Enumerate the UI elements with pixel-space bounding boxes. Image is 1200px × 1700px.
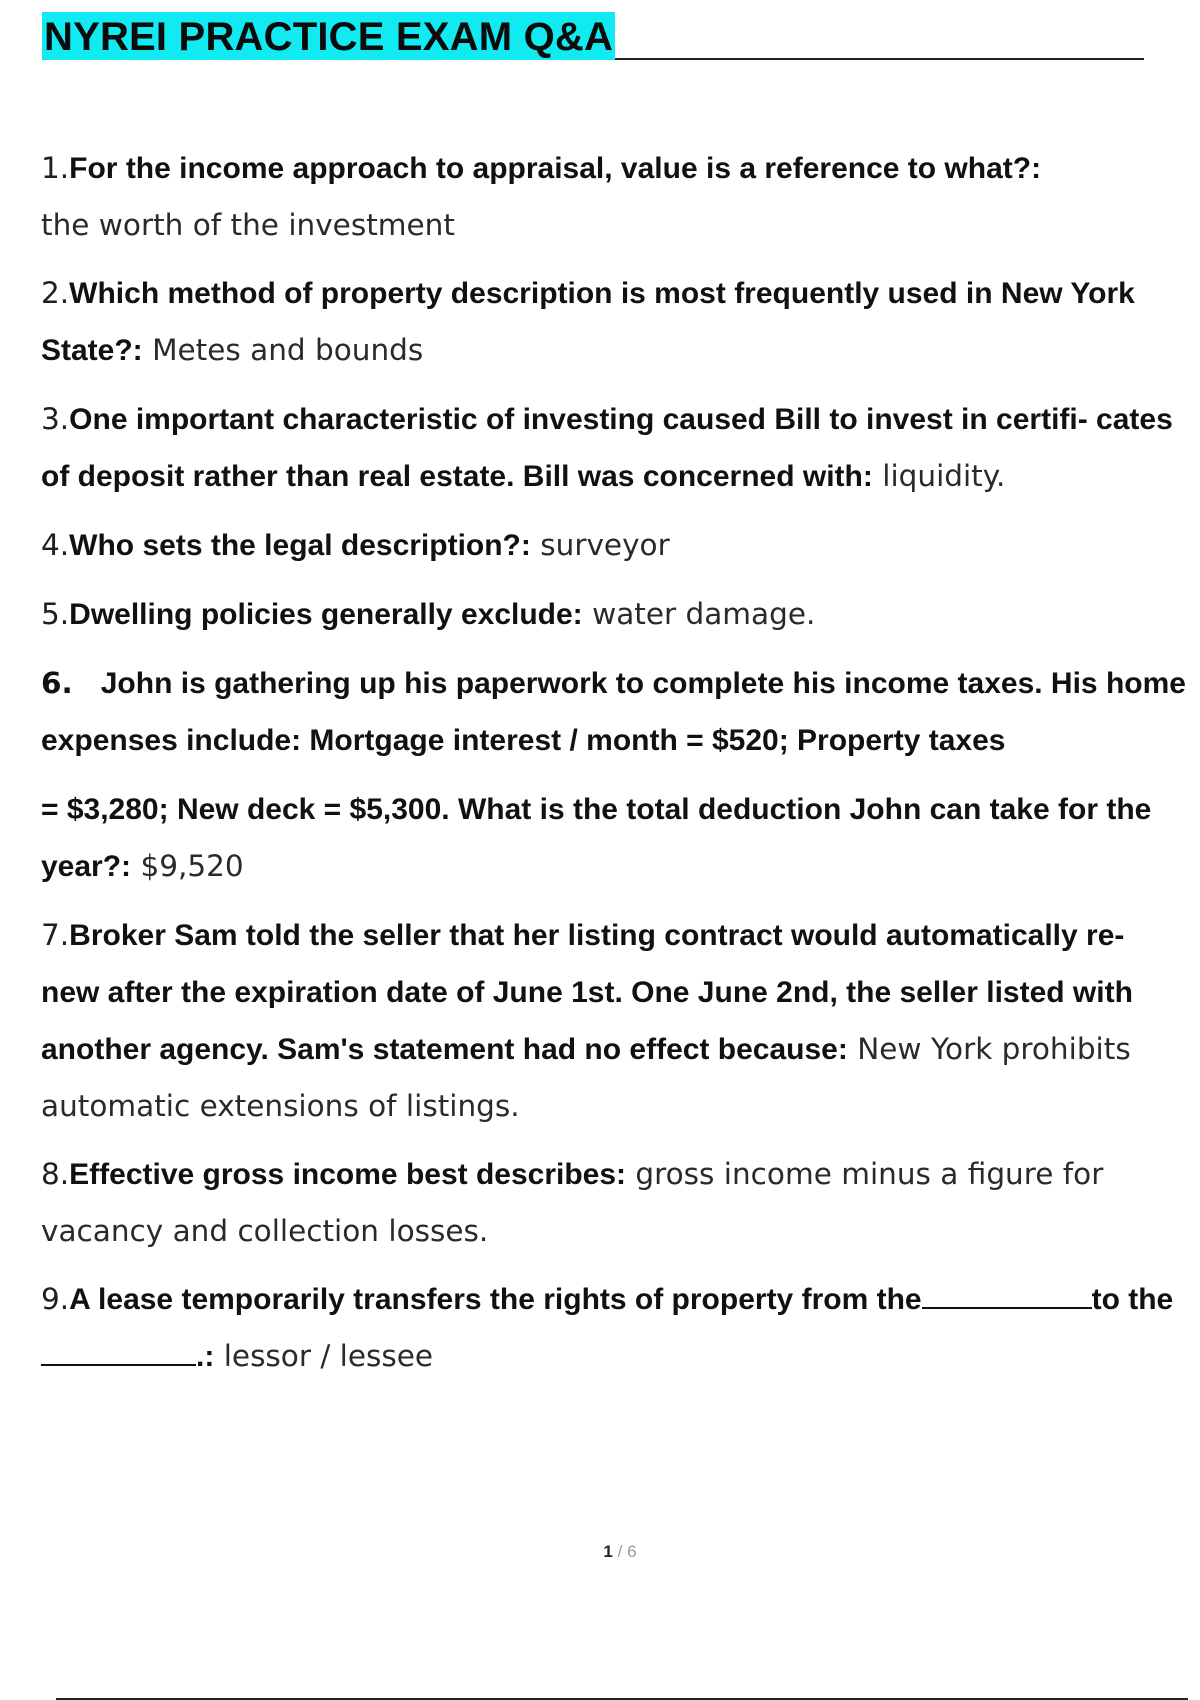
item-number: 5. bbox=[41, 597, 70, 631]
item-number: 9. bbox=[41, 1282, 70, 1316]
item-number: 3. bbox=[41, 402, 70, 436]
answer-text: gross income minus a figure for vacancy and collection losses. bbox=[41, 1157, 1104, 1248]
item-number: 1. bbox=[41, 151, 70, 185]
question-text: Who sets the legal description?: bbox=[69, 529, 531, 562]
question-text-end: .: bbox=[196, 1340, 215, 1373]
qa-item-1 bbox=[41, 140, 1191, 253]
answer-text: New York prohibits automatic extensions of listings. bbox=[41, 1032, 1131, 1123]
answer-text: $9,520 bbox=[140, 849, 244, 883]
question-text-continued: = $3,280; New deck = $5,300. What is the total deduction John can take for the year?: bbox=[41, 793, 1152, 883]
qa-item-6 bbox=[41, 655, 1191, 895]
qa-item-8 bbox=[41, 1146, 1191, 1259]
page-title: NYREI PRACTICE EXAM Q&A bbox=[42, 12, 615, 60]
answer-text: the worth of the investment bbox=[41, 208, 455, 242]
item-number: 2. bbox=[41, 276, 70, 310]
question-text: A lease temporarily transfers the rights of property from the bbox=[69, 1283, 922, 1316]
page-separator: / bbox=[617, 1542, 623, 1561]
qa-item-7 bbox=[41, 907, 1191, 1134]
qa-list bbox=[41, 140, 1191, 1397]
question-text: For the income approach to appraisal, value is a reference to what?: bbox=[69, 152, 1042, 185]
question-text: Dwelling policies generally exclude: bbox=[69, 598, 583, 631]
current-page: 1 bbox=[603, 1542, 613, 1561]
item-number: 6. bbox=[41, 666, 73, 700]
title-row bbox=[42, 10, 1144, 60]
question-text: John is gathering up his paperwork to complete his income taxes. His home expenses include: Mortgage interest / month = $520; Property taxes bbox=[41, 667, 1186, 757]
question-text: Which method of property description is most frequently used in New York State?: bbox=[41, 277, 1135, 367]
question-text-continued: to the bbox=[1091, 1283, 1174, 1316]
answer-text: liquidity. bbox=[882, 459, 1006, 493]
question-text: One important characteristic of investing caused Bill to invest in certifi- cates of deposit rather than real estate. Bill was concerned with: bbox=[41, 403, 1173, 493]
qa-item-5 bbox=[41, 586, 1191, 643]
item-number: 4. bbox=[41, 528, 70, 562]
answer-text: lessor / lessee bbox=[223, 1339, 434, 1373]
answer-text: water damage. bbox=[592, 597, 816, 631]
page-indicator bbox=[0, 1542, 1200, 1562]
fill-in-blank bbox=[41, 1342, 196, 1366]
answer-text: surveyor bbox=[540, 528, 670, 562]
item-number: 8. bbox=[41, 1157, 70, 1191]
qa-item-9 bbox=[41, 1271, 1191, 1385]
qa-item-3 bbox=[41, 391, 1191, 505]
question-text: Broker Sam told the seller that her listing contract would automatically re- new after the expiration date of June 1st. One June 2nd, the seller listed with another agency. Sam's statement had no effect because: bbox=[41, 919, 1133, 1066]
qa-item-4 bbox=[41, 517, 1191, 574]
qa-item-2 bbox=[41, 265, 1191, 379]
total-pages: 6 bbox=[627, 1542, 637, 1561]
question-text: Effective gross income best describes: bbox=[69, 1158, 627, 1191]
item-number: 7. bbox=[41, 918, 70, 952]
fill-in-blank bbox=[922, 1285, 1092, 1309]
answer-text: Metes and bounds bbox=[152, 333, 424, 367]
